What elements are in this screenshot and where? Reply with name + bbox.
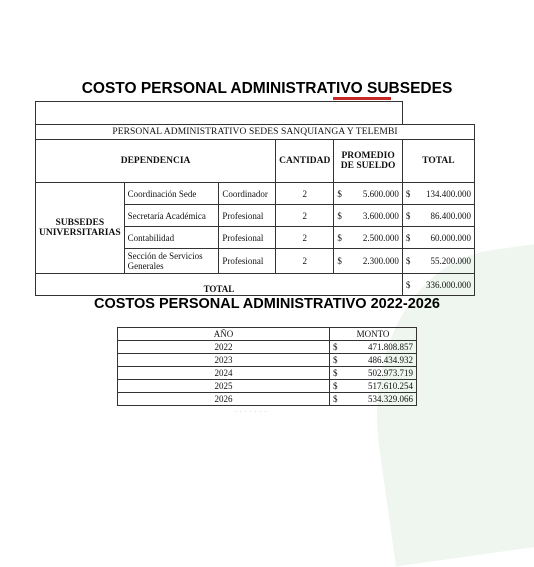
cropped-text-fragment: · · · · · · · (235, 410, 268, 415)
cell-cargo: Profesional (219, 227, 276, 249)
table-costos-anuales (117, 327, 417, 406)
cell-cantidad: 2 (276, 249, 334, 274)
cell-cargo: Profesional (219, 205, 276, 227)
table-row (118, 354, 417, 367)
cell-monto (330, 341, 417, 354)
cell-anio: 2022 (118, 341, 330, 354)
cell-sueldo (334, 227, 403, 249)
cell-total (402, 249, 474, 274)
cell-cargo: Profesional (219, 249, 276, 274)
sueldo-value: 5.600.000 (362, 188, 399, 199)
cell-anio: 2024 (118, 367, 330, 380)
table-total-row (36, 274, 475, 296)
sueldo-value: 3.600.000 (362, 210, 399, 221)
cell-monto (330, 354, 417, 367)
currency-symbol: $ (405, 210, 411, 221)
currency-symbol: $ (333, 394, 338, 404)
table-empty-cell (36, 102, 403, 125)
cell-anio: 2025 (118, 380, 330, 393)
table-row (118, 341, 417, 354)
header-dependencia: DEPENDENCIA (36, 140, 276, 183)
currency-symbol: $ (405, 188, 411, 199)
cell-sueldo (334, 205, 403, 227)
cell-total (402, 227, 474, 249)
title-costos-2022-2026: COSTOS PERSONAL ADMINISTRATIVO 2022-2026 (94, 296, 440, 312)
cell-anio: 2023 (118, 354, 330, 367)
total-value: 134.400.000 (426, 188, 471, 199)
cell-dependencia: Secretaría Académica (124, 205, 219, 227)
sueldo-value: 2.300.000 (362, 256, 399, 266)
cell-dependencia: Contabilidad (124, 227, 219, 249)
currency-symbol: $ (405, 256, 411, 266)
table-row (118, 380, 417, 393)
table-row (118, 367, 417, 380)
monto-value: 534.329.066 (368, 394, 413, 404)
table-row (36, 183, 475, 205)
group-label-subsedes: SUBSEDES UNIVERSITARIAS (36, 183, 125, 274)
currency-symbol: $ (337, 188, 342, 199)
cell-sueldo (334, 249, 403, 274)
currency-symbol: $ (405, 232, 411, 243)
cell-monto (330, 393, 417, 406)
grand-total-value: 336.000.000 (426, 279, 471, 290)
title-costo-subsedes: COSTO PERSONAL ADMINISTRATIVO SUBSEDES (81, 80, 453, 97)
table-header-row (118, 328, 417, 341)
currency-symbol: $ (333, 368, 338, 378)
table-empty-row (36, 102, 475, 125)
header-anio: AÑO (118, 328, 330, 341)
total-label: TOTAL (36, 274, 403, 296)
cell-anio: 2026 (118, 393, 330, 406)
cell-grand-total (402, 274, 474, 296)
header-total: TOTAL (402, 140, 474, 183)
cell-sueldo (334, 183, 403, 205)
monto-value: 486.434.932 (368, 355, 413, 365)
red-underline-mark (333, 97, 391, 100)
cell-cantidad: 2 (276, 205, 334, 227)
cell-dependencia: Sección de Servicios Generales (124, 249, 219, 274)
currency-symbol: $ (337, 232, 342, 243)
cell-total (402, 183, 474, 205)
total-value: 55.200.000 (430, 256, 471, 266)
table-row (118, 393, 417, 406)
table-personal-subsedes (35, 101, 475, 296)
currency-symbol: $ (333, 342, 338, 352)
header-promedio-sueldo: PROMEDIO DE SUELDO (334, 140, 403, 183)
monto-value: 471.808.857 (368, 342, 413, 352)
cell-total (402, 205, 474, 227)
cell-monto (330, 367, 417, 380)
currency-symbol: $ (333, 355, 338, 365)
cell-cantidad: 2 (276, 183, 334, 205)
cell-dependencia: Coordinación Sede (124, 183, 219, 205)
currency-symbol: $ (333, 381, 338, 391)
total-value: 86.400.000 (430, 210, 471, 221)
header-monto: MONTO (330, 328, 417, 341)
table-caption: PERSONAL ADMINISTRATIVO SEDES SANQUIANGA Y TELEMBI (36, 125, 475, 140)
currency-symbol: $ (337, 256, 342, 266)
table-header-row (36, 140, 475, 183)
cell-cantidad: 2 (276, 227, 334, 249)
monto-value: 502.973.719 (368, 368, 413, 378)
currency-symbol: $ (405, 279, 411, 290)
cell-monto (330, 380, 417, 393)
sueldo-value: 2.500.000 (362, 232, 399, 243)
cell-cargo: Coordinador (219, 183, 276, 205)
currency-symbol: $ (337, 210, 342, 221)
table-caption-row (36, 125, 475, 140)
monto-value: 517.610.254 (368, 381, 413, 391)
header-cantidad: CANTIDAD (276, 140, 334, 183)
total-value: 60.000.000 (430, 232, 471, 243)
